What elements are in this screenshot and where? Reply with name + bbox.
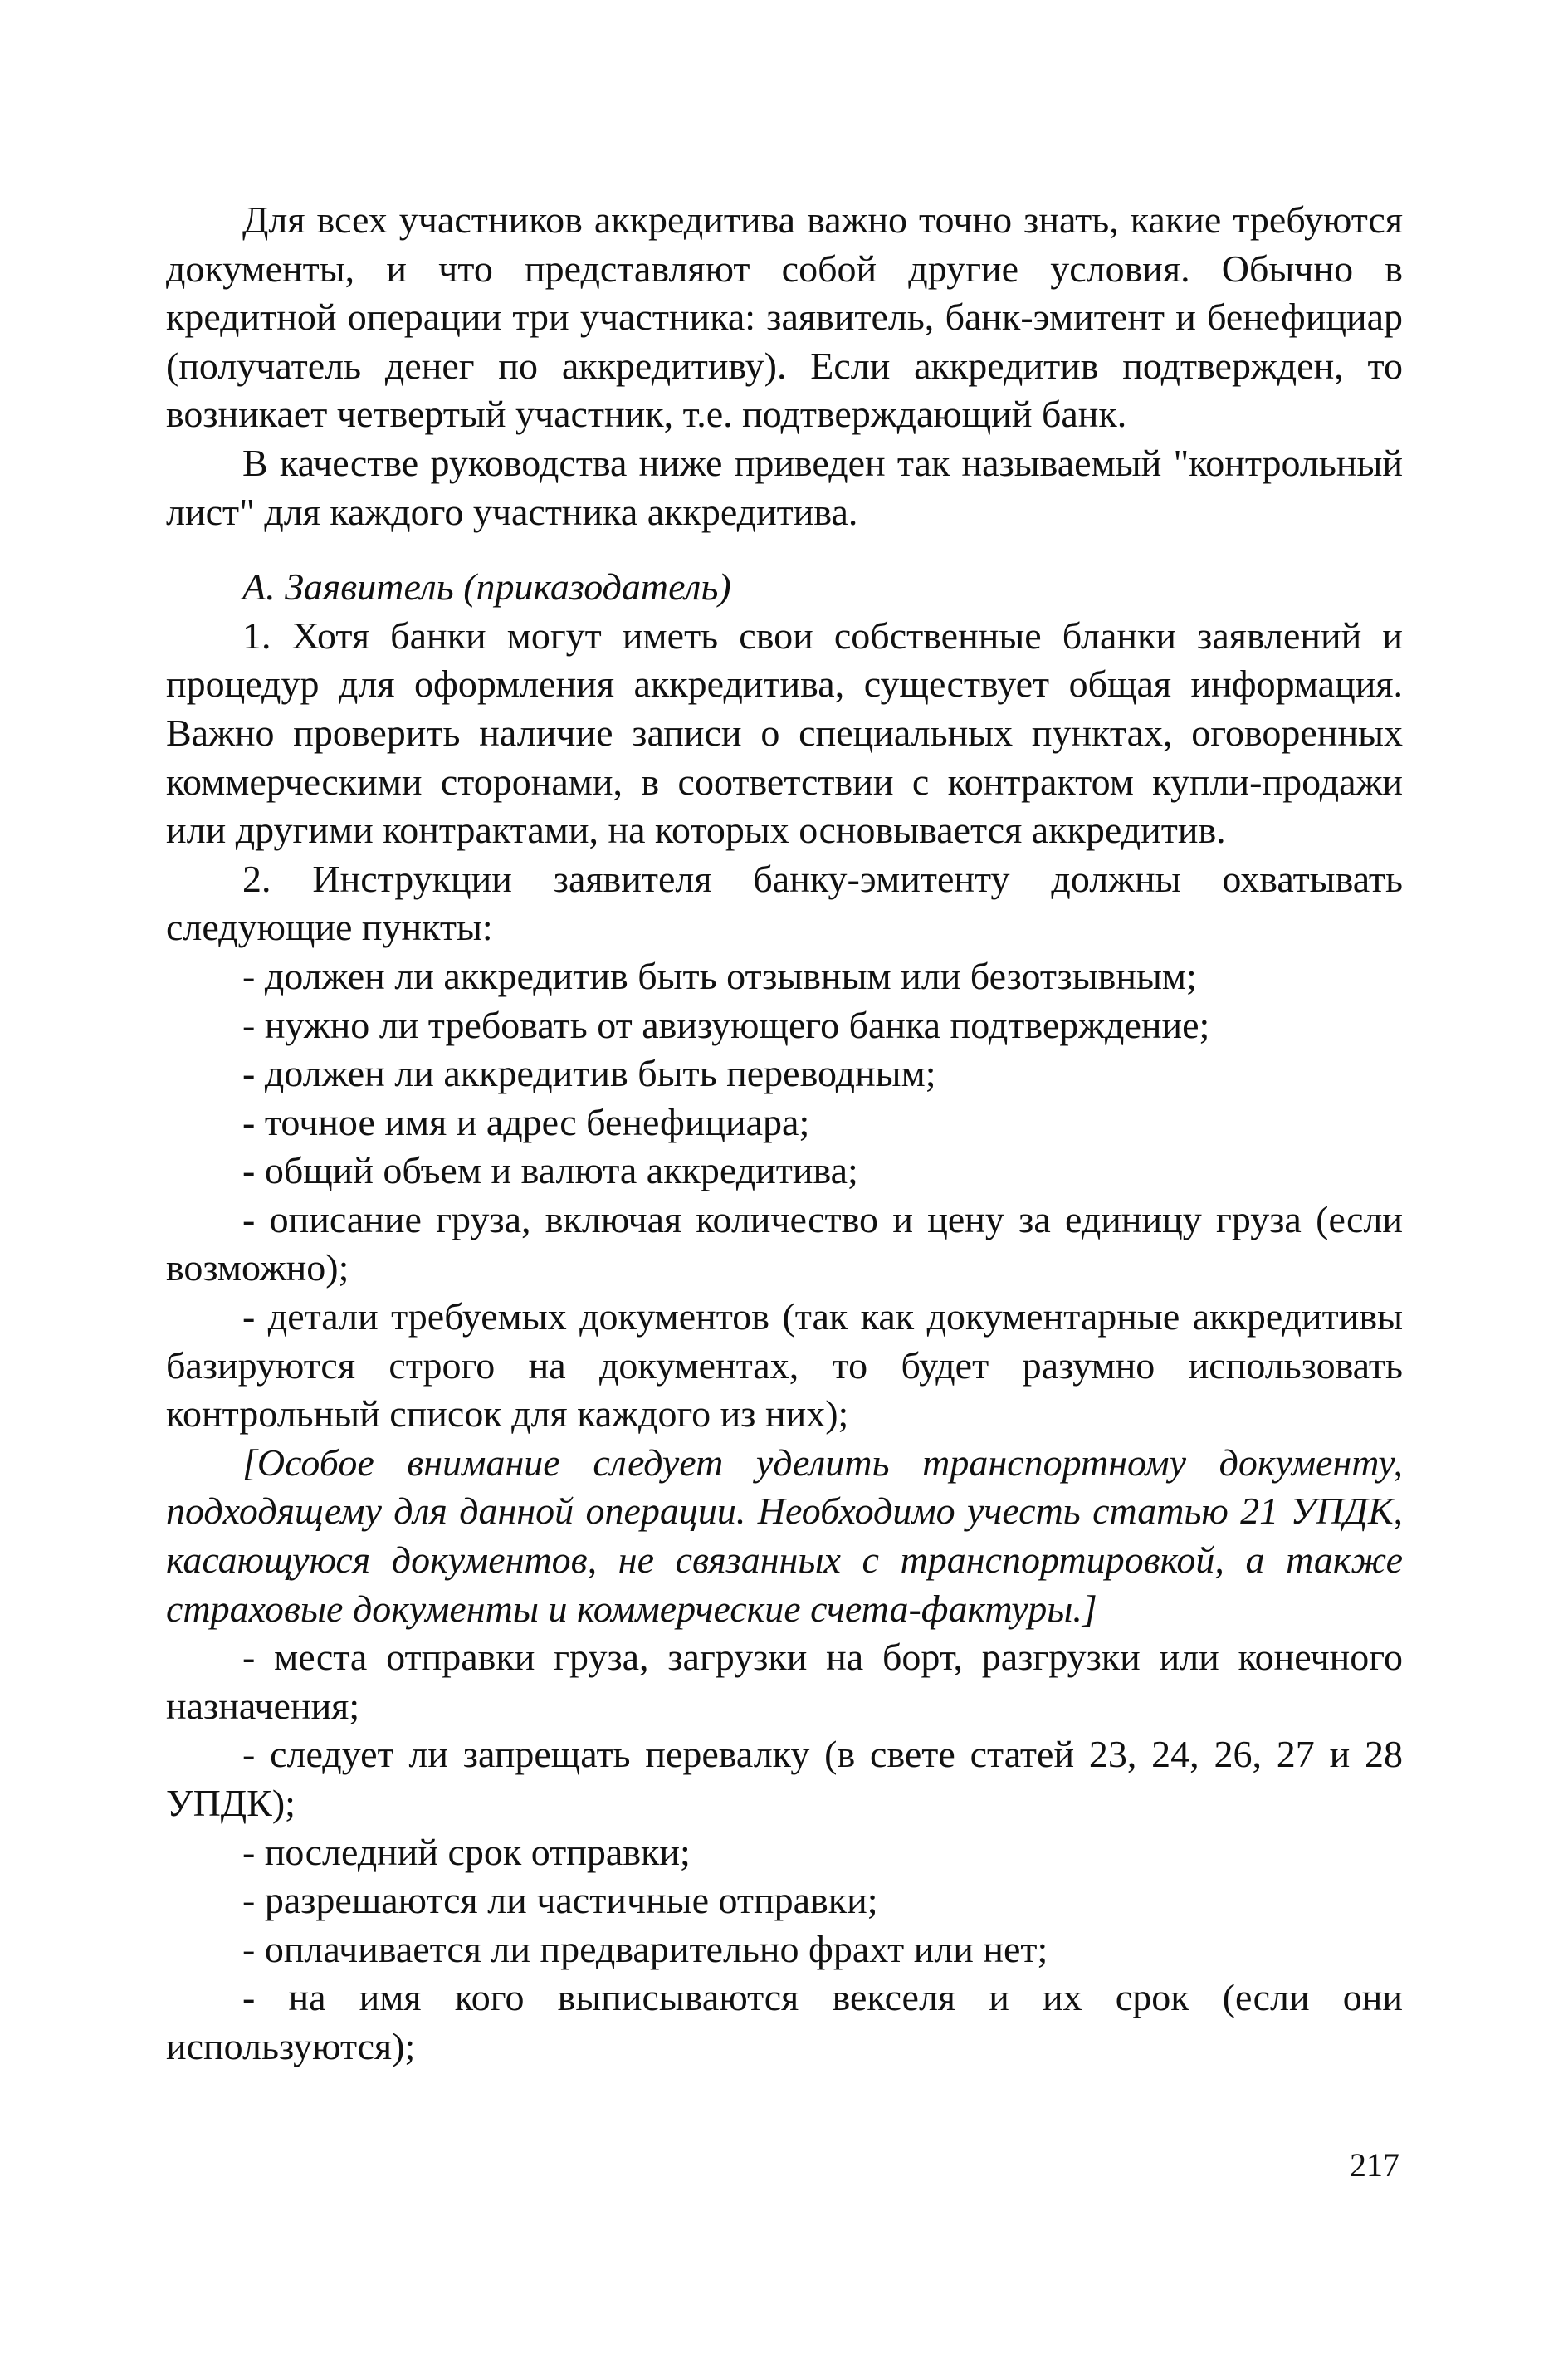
list-item: - следует ли запрещать перевалку (в свете статей 23, 24, 26, 27 и 28 УПДК);: [166, 1733, 1403, 1824]
list-item: - оплачивается ли предварительно фрахт или нет;: [242, 1927, 1048, 1970]
italic-note: [Особое внимание следует уделить транспортному документу, подходящему для данной операции. Необходимо учесть статью 21 УПДК, касающуюся документов, не связанных с транспортировкой, а также страховые документы и коммерческие счета-фактуры.]: [166, 1441, 1403, 1630]
list-item: - должен ли аккредитив быть переводным;: [242, 1052, 936, 1095]
list-item: - точное имя и адрес бенефициара;: [242, 1100, 810, 1143]
body-text: [166, 196, 1403, 2072]
list-item: - детали требуемых документов (так как документарные аккредитивы базируются строго на документах, то будет разумно использовать контрольный список для каждого из них);: [166, 1295, 1403, 1436]
intro-paragraph: Для всех участников аккредитива важно точно знать, какие требуются документы, и что представляют собой другие условия. Обычно в кредитной операции три участника: заявитель, банк-эмитент и бенефициар (получатель денег по аккредитиву). Если аккредитив подтвержден, то возникает четвертый участник, т.е. подтверждающий банк.: [166, 198, 1403, 436]
list-item: - последний срок отправки;: [242, 1830, 691, 1873]
page-number: 217: [1350, 2146, 1399, 2184]
list-item: - должен ли аккредитив быть отзывным или безотзывным;: [242, 954, 1197, 997]
list-item: - описание груза, включая количество и цену за единицу груза (если возможно);: [166, 1197, 1403, 1289]
list-item: - места отправки груза, загрузки на борт, разгрузки или конечного назначения;: [166, 1636, 1403, 1727]
item-1-paragraph: 1. Хотя банки могут иметь свои собственные бланки заявлений и процедур для оформления аккредитива, существует общая информация. Важно проверить наличие записи о специальных пунктах, оговоренных коммерческими сторонами, в соответствии с контрактом купли-продажи или другими контрактами, на которых основывается аккредитив.: [166, 614, 1403, 852]
guide-paragraph: В качестве руководства ниже приведен так называемый "контрольный лист" для каждого участника аккредитива.: [166, 441, 1403, 533]
list-item: - на имя кого выписываются векселя и их срок (если они используются);: [166, 1976, 1403, 2067]
section-heading: А. Заявитель (приказодатель): [242, 565, 731, 609]
list-item: - нужно ли требовать от авизующего банка подтверждение;: [242, 1003, 1210, 1046]
item-2-paragraph: 2. Инструкции заявителя банку-эмитенту должны охватывать следующие пункты:: [166, 857, 1403, 949]
list-item: - общий объем и валюта аккредитива;: [242, 1149, 858, 1192]
list-item: - разрешаются ли частичные отправки;: [242, 1879, 878, 1922]
